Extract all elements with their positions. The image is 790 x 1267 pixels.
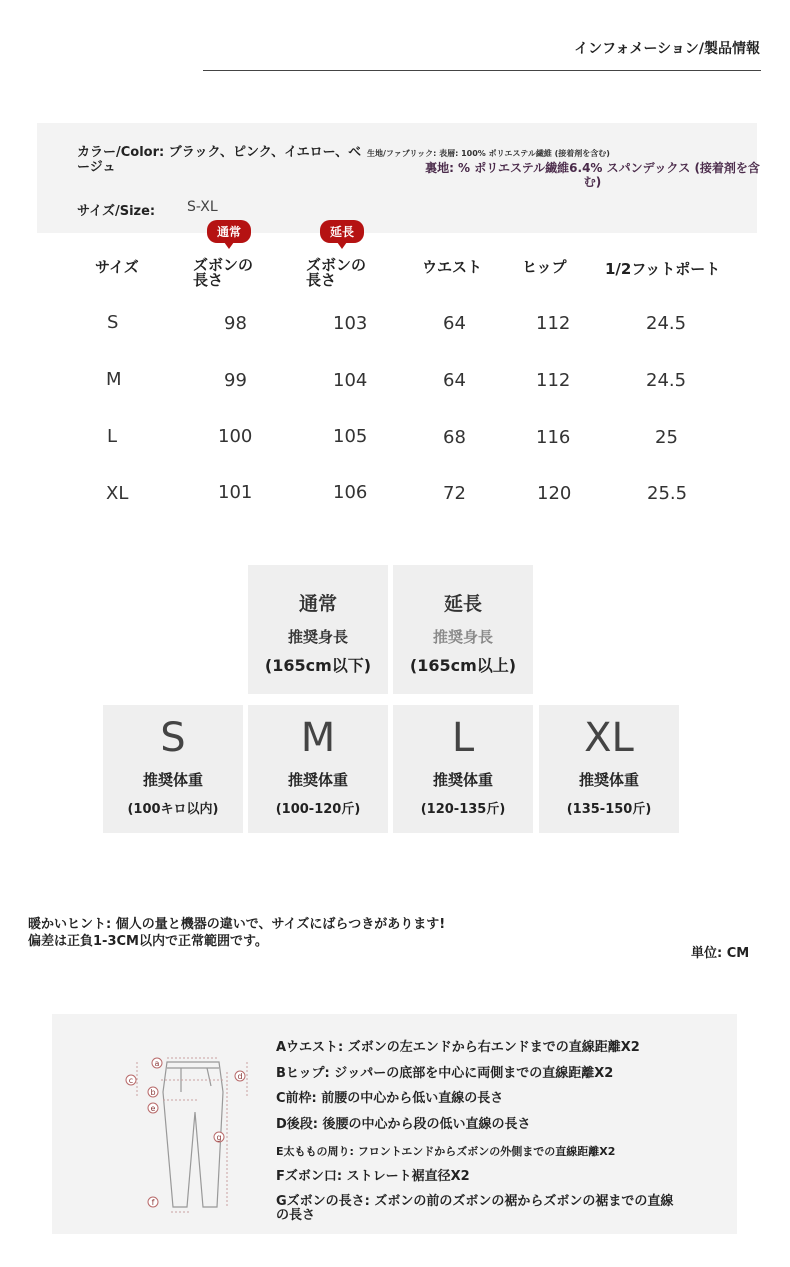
hint-line-1: 暖かいヒント: 個人の量と機器の違いで、サイズにばらつきがあります! <box>28 917 446 932</box>
height-card-range: (165cm以上) <box>409 656 517 675</box>
hint-line-2: 偏差は正負1-3CM以内で正常範囲です。 <box>28 934 268 949</box>
fabric-info: 生地/ファブリック: 表層: 100% ポリエステル繊維 (接着剤を含む) <box>367 149 610 158</box>
table-cell: XL <box>106 483 129 504</box>
weight-card-label: 推奨体重 <box>432 771 493 789</box>
table-cell: 106 <box>333 482 368 503</box>
col-header-hip: ヒップ <box>522 258 567 276</box>
page-title: インフォメーション/製品情報 <box>574 41 760 57</box>
header-divider <box>203 70 761 71</box>
table-cell: 64 <box>443 313 466 334</box>
table-cell: 103 <box>333 313 368 334</box>
table-cell: 101 <box>218 482 253 503</box>
table-cell: 25 <box>655 427 678 448</box>
def-hip: Bヒップ: ジッパーの底部を中心に両側までの直線距離X2 <box>276 1066 614 1081</box>
weight-card-size: S <box>160 715 186 761</box>
diagram-letter-d: d <box>237 1072 243 1081</box>
table-cell: 98 <box>224 313 247 334</box>
def-waist: Aウエスト: ズボンの左エンドから右エンドまでの直線距離X2 <box>276 1040 640 1055</box>
weight-card-range: (100キロ以内) <box>127 802 219 817</box>
height-card-title: 延長 <box>443 593 482 615</box>
def-length: Gズボンの長さ: ズボンの前のズボンの裾からズボンの裾までの直線の長さ <box>276 1194 674 1223</box>
weight-card-s <box>103 705 243 833</box>
height-card-label: 推奨身長 <box>432 628 493 646</box>
weight-card-m <box>248 705 388 833</box>
weight-card-label: 推奨体重 <box>142 771 203 789</box>
col-header-foot: 1/2フットポート <box>605 260 721 278</box>
diagram-letter-b: b <box>150 1088 156 1097</box>
weight-card-l <box>393 705 533 833</box>
def-thigh: E太ももの周り: フロントエンドからズボンの外側までの直線距離X2 <box>276 1145 616 1158</box>
lining-info: 裏地: % ポリエステル繊維6.4% スパンデックス (接着剤を含む) <box>425 161 760 189</box>
weight-card-label: 推奨体重 <box>287 771 348 789</box>
table-cell: 120 <box>537 483 572 504</box>
diagram-letter-e: e <box>150 1104 156 1113</box>
height-card-extended <box>393 565 533 694</box>
def-front-rise: C前枠: 前腰の中心から低い直線の長さ <box>276 1091 504 1106</box>
height-card-label: 推奨身長 <box>287 628 348 646</box>
diagram-letter-g: g <box>216 1133 222 1142</box>
table-cell: S <box>107 312 119 333</box>
size-hint <box>28 916 445 950</box>
height-card-normal <box>248 565 388 694</box>
diagram-letter-c: c <box>128 1076 134 1085</box>
table-cell: 112 <box>536 370 571 391</box>
table-cell: 104 <box>333 370 368 391</box>
table-cell: 24.5 <box>646 313 687 334</box>
col-header-length-extended: ズボンの長さ <box>306 256 367 289</box>
badge-normal: 通常 <box>207 220 251 243</box>
weight-card-size: L <box>451 715 475 761</box>
col-header-size: サイズ <box>95 258 139 276</box>
color-info: カラー/Color: ブラック、ピンク、イエロー、ベージュ <box>77 145 362 175</box>
size-value: S-XL <box>187 199 218 215</box>
table-cell: 72 <box>443 483 466 504</box>
weight-card-range: (120-135斤) <box>420 802 506 817</box>
weight-card-range: (100-120斤) <box>275 802 361 817</box>
def-back-rise: D後段: 後腰の中心から段の低い直線の長さ <box>276 1117 531 1132</box>
table-cell: 68 <box>443 427 466 448</box>
table-cell: 100 <box>218 426 253 447</box>
table-cell: 105 <box>333 426 368 447</box>
table-cell: 24.5 <box>646 370 687 391</box>
weight-card-size: M <box>300 715 336 761</box>
table-cell: 112 <box>536 313 571 334</box>
height-card-range: (165cm以下) <box>264 656 372 675</box>
table-cell: 25.5 <box>647 483 688 504</box>
weight-card-range: (135-150斤) <box>566 802 652 817</box>
table-cell: 116 <box>536 427 571 448</box>
table-cell: M <box>106 369 122 390</box>
weight-card-size: XL <box>584 715 634 761</box>
diagram-letter-f: f <box>151 1198 155 1207</box>
col-header-length-normal: ズボンの長さ <box>193 256 254 289</box>
size-label: サイズ/Size: <box>77 204 156 219</box>
badge-extended: 延長 <box>320 220 364 243</box>
table-cell: 99 <box>224 370 247 391</box>
weight-card-xl <box>539 705 679 833</box>
table-cell: L <box>107 426 118 447</box>
height-card-title: 通常 <box>298 593 337 615</box>
trousers-diagram <box>115 1052 265 1214</box>
table-cell: 64 <box>443 370 466 391</box>
diagram-letter-a: a <box>154 1059 160 1068</box>
weight-card-label: 推奨体重 <box>578 771 639 789</box>
unit-label: 単位: CM <box>691 946 750 961</box>
col-header-waist: ウエスト <box>422 258 483 276</box>
def-hem: Fズボン口: ストレート裾直径X2 <box>276 1169 470 1184</box>
